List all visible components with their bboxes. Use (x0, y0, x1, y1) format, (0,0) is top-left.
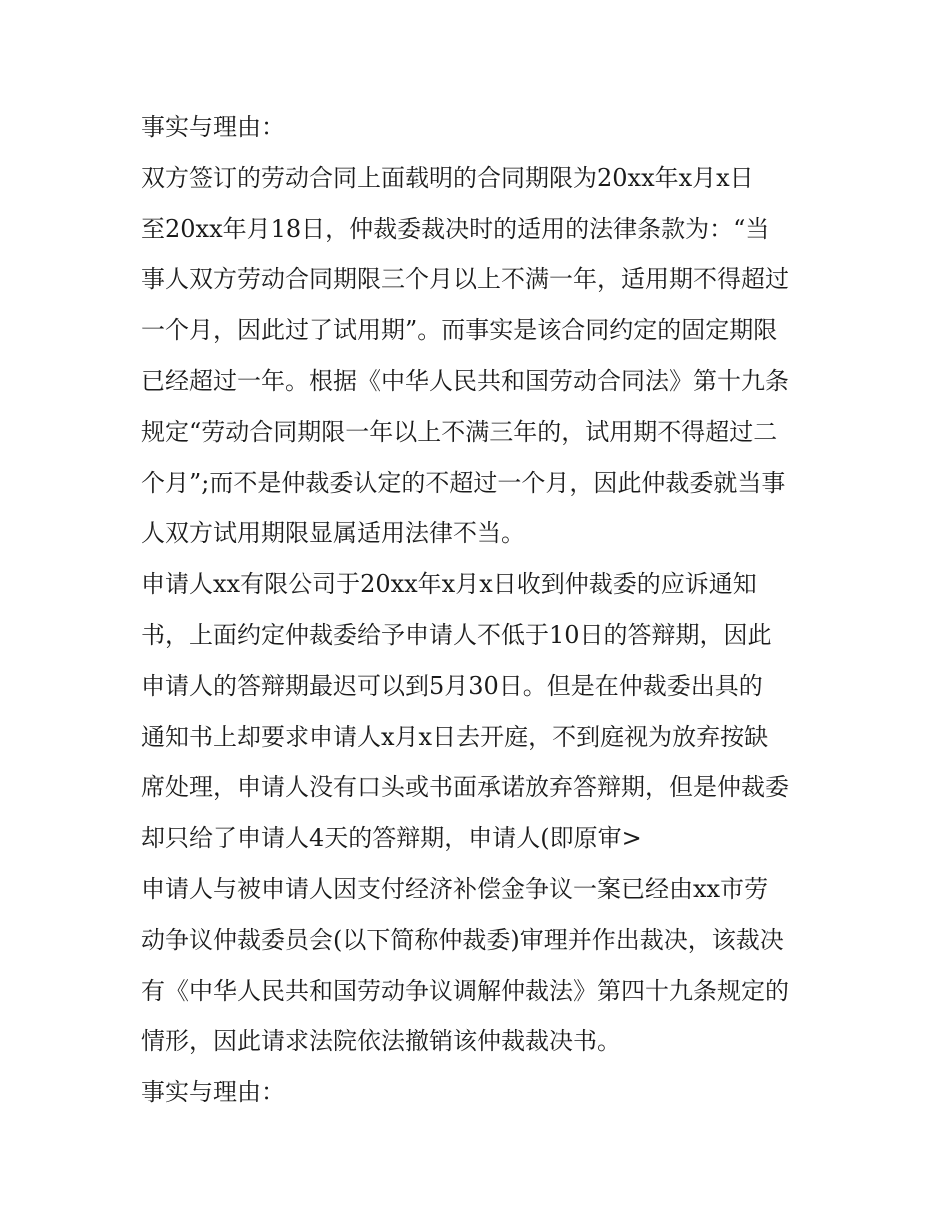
heading-facts-and-reasons: 事实与理由： (141, 1078, 285, 1107)
text-line: 情形，因此请求法院依法撤销该仲裁裁决书。 (141, 1027, 621, 1056)
text-line: 申请人的答辩期最迟可以到5月30日。但是在仲裁委出具的 (141, 671, 763, 700)
document-page (141, 102, 821, 1118)
text-line: 有《中华人民共和国劳动争议调解仲裁法》第四十九条规定的 (141, 976, 789, 1005)
text-line: 一个月，因此过了试用期”。而事实是该合同约定的固定期限 (141, 316, 778, 345)
text-line: 已经超过一年。根据《中华人民共和国劳动合同法》第十九条 (141, 366, 789, 395)
text-line: 个月”;而不是仲裁委认定的不超过一个月，因此仲裁委就当事 (141, 468, 786, 497)
text-line: 人双方试用期限显属适用法律不当。 (141, 519, 525, 548)
text-line: 双方签订的劳动合同上面载明的合同期限为20xx年x月x日 (141, 163, 754, 192)
text-line: 事人双方劳动合同期限三个月以上不满一年，适用期不得超过 (141, 265, 789, 294)
text-line: 申请人xx有限公司于20xx年x月x日收到仲裁委的应诉通知 (141, 570, 757, 599)
text-line: 申请人与被申请人因支付经济补偿金争议一案已经由xx市劳 (141, 874, 769, 903)
text-line: 规定“劳动合同期限一年以上不满三年的，试用期不得超过二 (141, 417, 778, 446)
text-line: 却只给了申请人4天的答辩期，申请人(即原审> (141, 824, 642, 853)
text-line: 至20xx年月18日，仲裁委裁决时的适用的法律条款为：“当 (141, 214, 770, 243)
text-line: 书，上面约定仲裁委给予申请人不低于10日的答辩期，因此 (141, 620, 772, 649)
text-line: 通知书上却要求申请人x月x日去开庭，不到庭视为放弃按缺 (141, 722, 769, 751)
text-line: 席处理，申请人没有口头或书面承诺放弃答辩期，但是仲裁委 (141, 773, 789, 802)
text-line: 动争议仲裁委员会(以下简称仲裁委)审理并作出裁决，该裁决 (141, 925, 784, 954)
heading-facts-and-reasons: 事实与理由： (141, 113, 285, 141)
